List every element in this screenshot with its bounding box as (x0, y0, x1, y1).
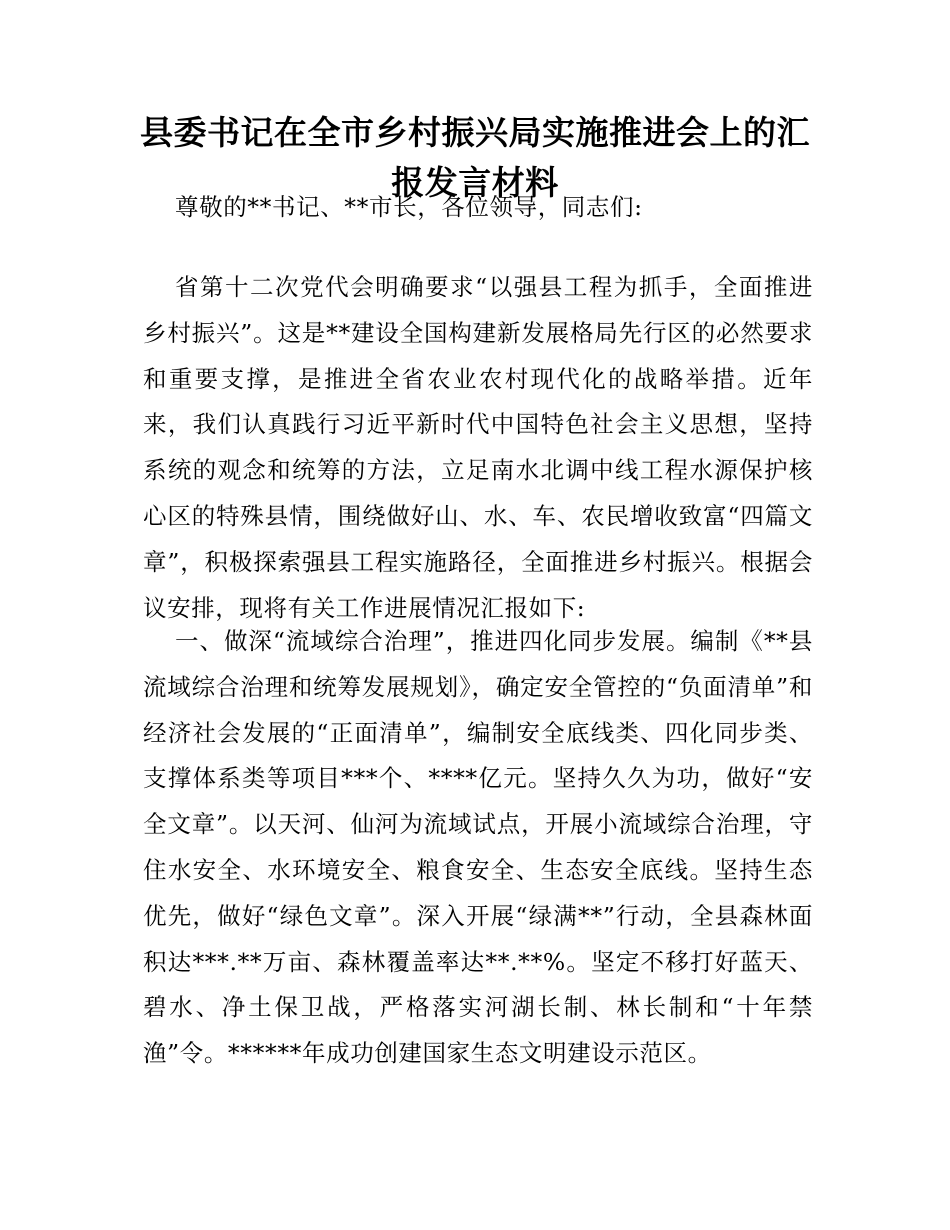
salutation: 尊敬的**书记、**市长，各位领导，同志们: (175, 193, 643, 221)
body-paragraph-section-1: 一、做深“流域综合治理”，推进四化同步发展。编制《**县流域综合治理和统筹发展规划》，确定安全管控的“负面清单”和经济社会发展的“正面清单”，编制安全底线类、四化同步类、支撑体系类等项目***个、****亿元。坚持久久为功，做好“安全文章”。以天河、仙河为流域试点，开展小流域综合治理，守住水安全、水环境安全、粮食安全、生态安全底线。坚持生态优先，做好“绿色文章”。深入开展“绿满**”行动，全县森林面积达***.**万亩、森林覆盖率达**.**%。坚定不移打好蓝天、碧水、净土保卫战，严格落实河湖长制、林长制和“十年禁渔”令。******年成功创建国家生态文明建设示范区。 (143, 627, 813, 1068)
body-paragraph-intro: 省第十二次党代会明确要求“以强县工程为抓手，全面推进乡村振兴”。这是**建设全国构建新发展格局先行区的必然要求和重要支撑，是推进全省农业农村现代化的战略举措。近年来，我们认真践行习近平新时代中国特色社会主义思想，坚持系统的观念和统筹的方法，立足南水北调中线工程水源保护核心区的特殊县情，围绕做好山、水、车、农民增收致富“四篇文章”，积极探索强县工程实施路径，全面推进乡村振兴。根据会议安排，现将有关工作进展情况汇报如下: (143, 273, 813, 622)
document-title: 县委书记在全市乡村振兴局实施推进会上的汇报发言材料 (140, 113, 810, 202)
